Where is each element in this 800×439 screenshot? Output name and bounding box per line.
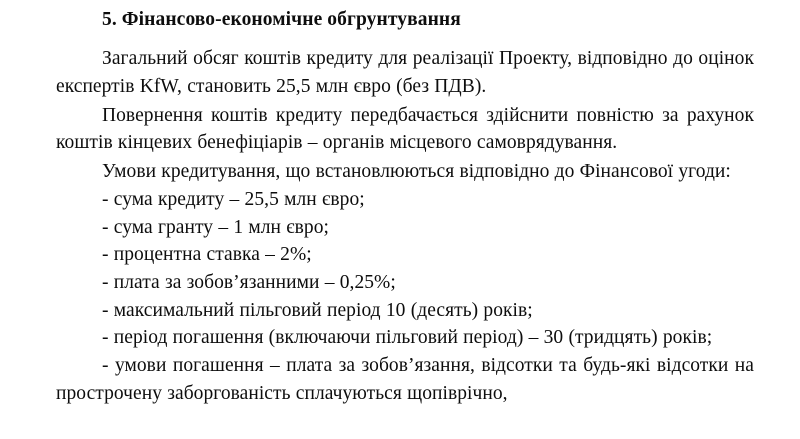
list-item: - умови погашення – плата за зобов’язання, відсотки та будь-які відсотки на прострочену заборгованість сплачуються щопіврічно, bbox=[56, 354, 754, 404]
credit-terms-list bbox=[56, 186, 754, 408]
paragraph-credit-terms-intro: Умови кредитування, що встановлюються відповідно до Фінансової угоди: bbox=[102, 161, 731, 183]
list-item: - плата за зобов’язанними – 0,25%; bbox=[102, 271, 396, 293]
section-heading: 5. Фінансово-економічне обгрунтування bbox=[102, 9, 461, 30]
list-item: - процентна ставка – 2%; bbox=[102, 244, 312, 266]
list-item: - максимальний пільговий період 10 (десять) років; bbox=[102, 299, 533, 321]
list-item: - період погашення (включаючи пільговий період) – 30 (тридцять) років; bbox=[102, 327, 713, 349]
list-item: - сума кредиту – 25,5 млн євро; bbox=[102, 188, 365, 210]
list-item: - сума гранту – 1 млн євро; bbox=[102, 216, 329, 238]
paragraph-funding-total: Загальний обсяг коштів кредиту для реалізації Проекту, відповідно до оцінок експертів KfW, становить 25,5 млн євро (без ПДВ). bbox=[56, 48, 754, 98]
paragraph-repayment-source: Повернення коштів кредиту передбачається здійснити повністю за рахунок коштів кінцевих бенефіціарів – органів місцевого самоврядування. bbox=[56, 104, 754, 154]
